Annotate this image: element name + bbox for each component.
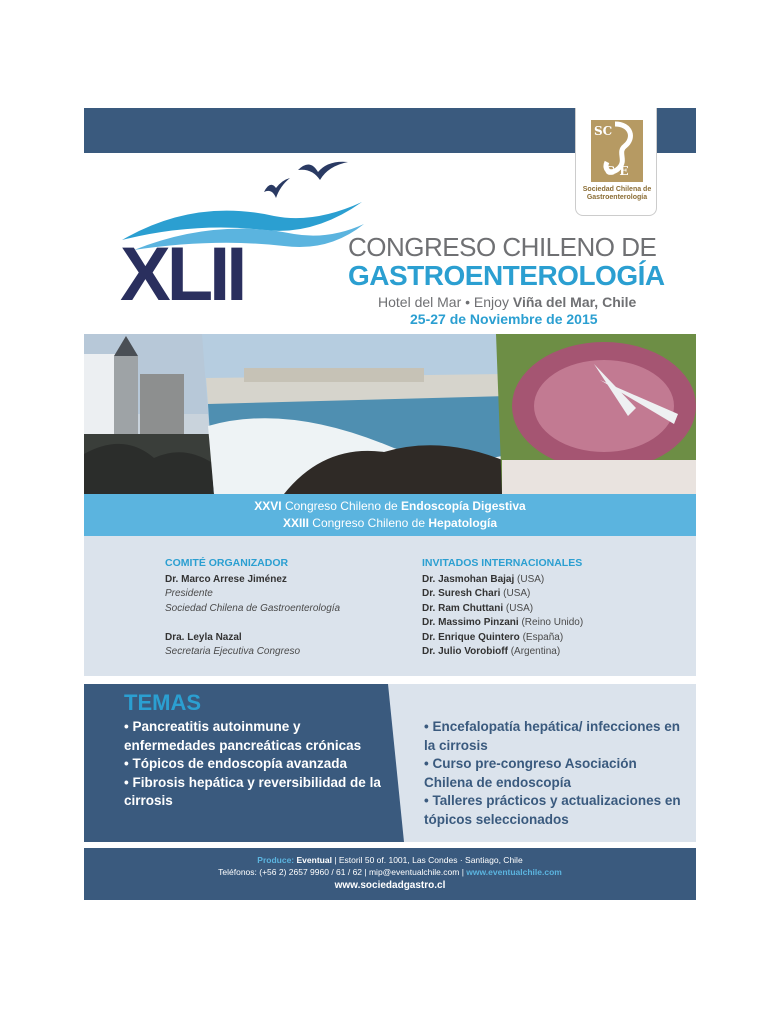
venue — [378, 294, 636, 310]
venue-prefix: Hotel del Mar • Enjoy — [378, 294, 513, 310]
producer-name: Eventual — [296, 855, 332, 865]
sub-congress-line2 — [84, 516, 696, 530]
organizing-committee — [165, 556, 340, 660]
title-line2: GASTROENTEROLOGÍA — [348, 260, 665, 291]
sub-congress-line1-text: Congreso Chileno de — [281, 499, 402, 513]
seagull-small-icon — [264, 178, 290, 198]
theme-item: • Pancreatitis autoinmune y enfermedades pancreáticas crónicas — [124, 719, 362, 753]
themes-section — [84, 684, 696, 842]
international-guests — [422, 556, 583, 660]
logo-caption-line1: Sociedad Chilena de — [582, 186, 652, 193]
logo-caption — [578, 186, 656, 202]
flower-clock-photo — [496, 334, 696, 494]
guest-item: Dr. Suresh Chari (USA) — [422, 588, 531, 599]
logo-letters-sc: SC — [594, 124, 613, 138]
theme-item: • Tópicos de endoscopía avanzada — [124, 756, 348, 771]
guest-item: Dr. Ram Chuttani (USA) — [422, 602, 534, 614]
sub-congress-line1-num: XXVI — [254, 499, 282, 513]
guest-item: Dr. Massimo Pinzani (Reino Unido) — [422, 617, 584, 628]
footer-producer-line — [84, 855, 696, 865]
seagull-icon — [298, 162, 348, 180]
committee-president-org: Sociedad Chilena de Gastroenterología — [165, 602, 341, 614]
venue-city: Viña del Mar, Chile — [512, 294, 637, 310]
sub-congress-line2-text: Congreso Chileno de — [308, 516, 429, 530]
committee-heading: COMITÉ ORGANIZADOR — [165, 557, 289, 569]
footer-phones: Teléfonos: (+56 2) 2657 9960 / 61 / 62 | mip@eventualchile.com | — [218, 867, 467, 877]
committee-president-name: Dr. Marco Arrese Jiménez — [165, 573, 287, 585]
sub-congress-line2-num: XXIII — [282, 516, 309, 530]
producer-address: | Estoril 50 of. 1001, Las Condes · Santiago, Chile — [331, 855, 523, 865]
producer-label: Produce: — [257, 855, 297, 865]
theme-item: • Curso pre-congreso Asociación Chilena de endoscopía — [424, 756, 637, 790]
society-website-link[interactable]: www.sociedadgastro.cl — [334, 880, 446, 891]
guest-item: Dr. Enrique Quintero (España) — [422, 631, 564, 643]
committee-secretary-role: Secretaria Ejecutiva Congreso — [165, 646, 301, 657]
congress-poster — [84, 108, 696, 900]
footer — [84, 848, 696, 900]
committee-president-role: Presidente — [165, 588, 213, 599]
sub-congress-line1-bold: Endoscopía Digestiva — [401, 499, 526, 513]
title-line1: CONGRESO CHILENO DE — [348, 232, 657, 262]
guest-item: Dr. Julio Vorobioff (Argentina) — [422, 646, 561, 657]
guests-heading: INVITADOS INTERNACIONALES — [422, 557, 583, 569]
committee-secretary-name: Dra. Leyla Nazal — [165, 631, 242, 643]
committee-section — [84, 536, 696, 676]
footer-contact-line — [84, 867, 696, 877]
roman-numeral: XLII — [120, 232, 244, 308]
theme-item: • Encefalopatía hepática/ infecciones en la cirrosis — [424, 719, 681, 753]
society-logo — [575, 108, 657, 216]
header-emblem — [114, 158, 374, 308]
themes-title: TEMAS — [124, 690, 201, 715]
theme-item: • Talleres prácticos y actualizaciones en tópicos seleccionados — [424, 793, 681, 827]
eventual-website-link[interactable]: www.eventualchile.com — [466, 867, 562, 877]
photo-strip — [84, 334, 696, 494]
sub-congress-line2-bold: Hepatología — [428, 516, 498, 530]
sub-congress-band — [84, 494, 696, 536]
coast-photo — [202, 334, 514, 494]
sub-congress-line1 — [84, 499, 696, 513]
guest-item: Dr. Jasmohan Bajaj (USA) — [422, 573, 545, 585]
themes-right-list — [424, 718, 684, 829]
theme-item: • Fibrosis hepática y reversibilidad de la cirrosis — [124, 774, 381, 808]
event-dates: 25-27 de Noviembre de 2015 — [410, 311, 598, 327]
logo-letters — [591, 120, 643, 182]
castle-photo — [84, 334, 214, 494]
themes-left-list — [124, 718, 384, 811]
logo-letters-ge: G·E — [605, 164, 629, 178]
logo-caption-line2: Gastroenterología — [586, 194, 648, 201]
